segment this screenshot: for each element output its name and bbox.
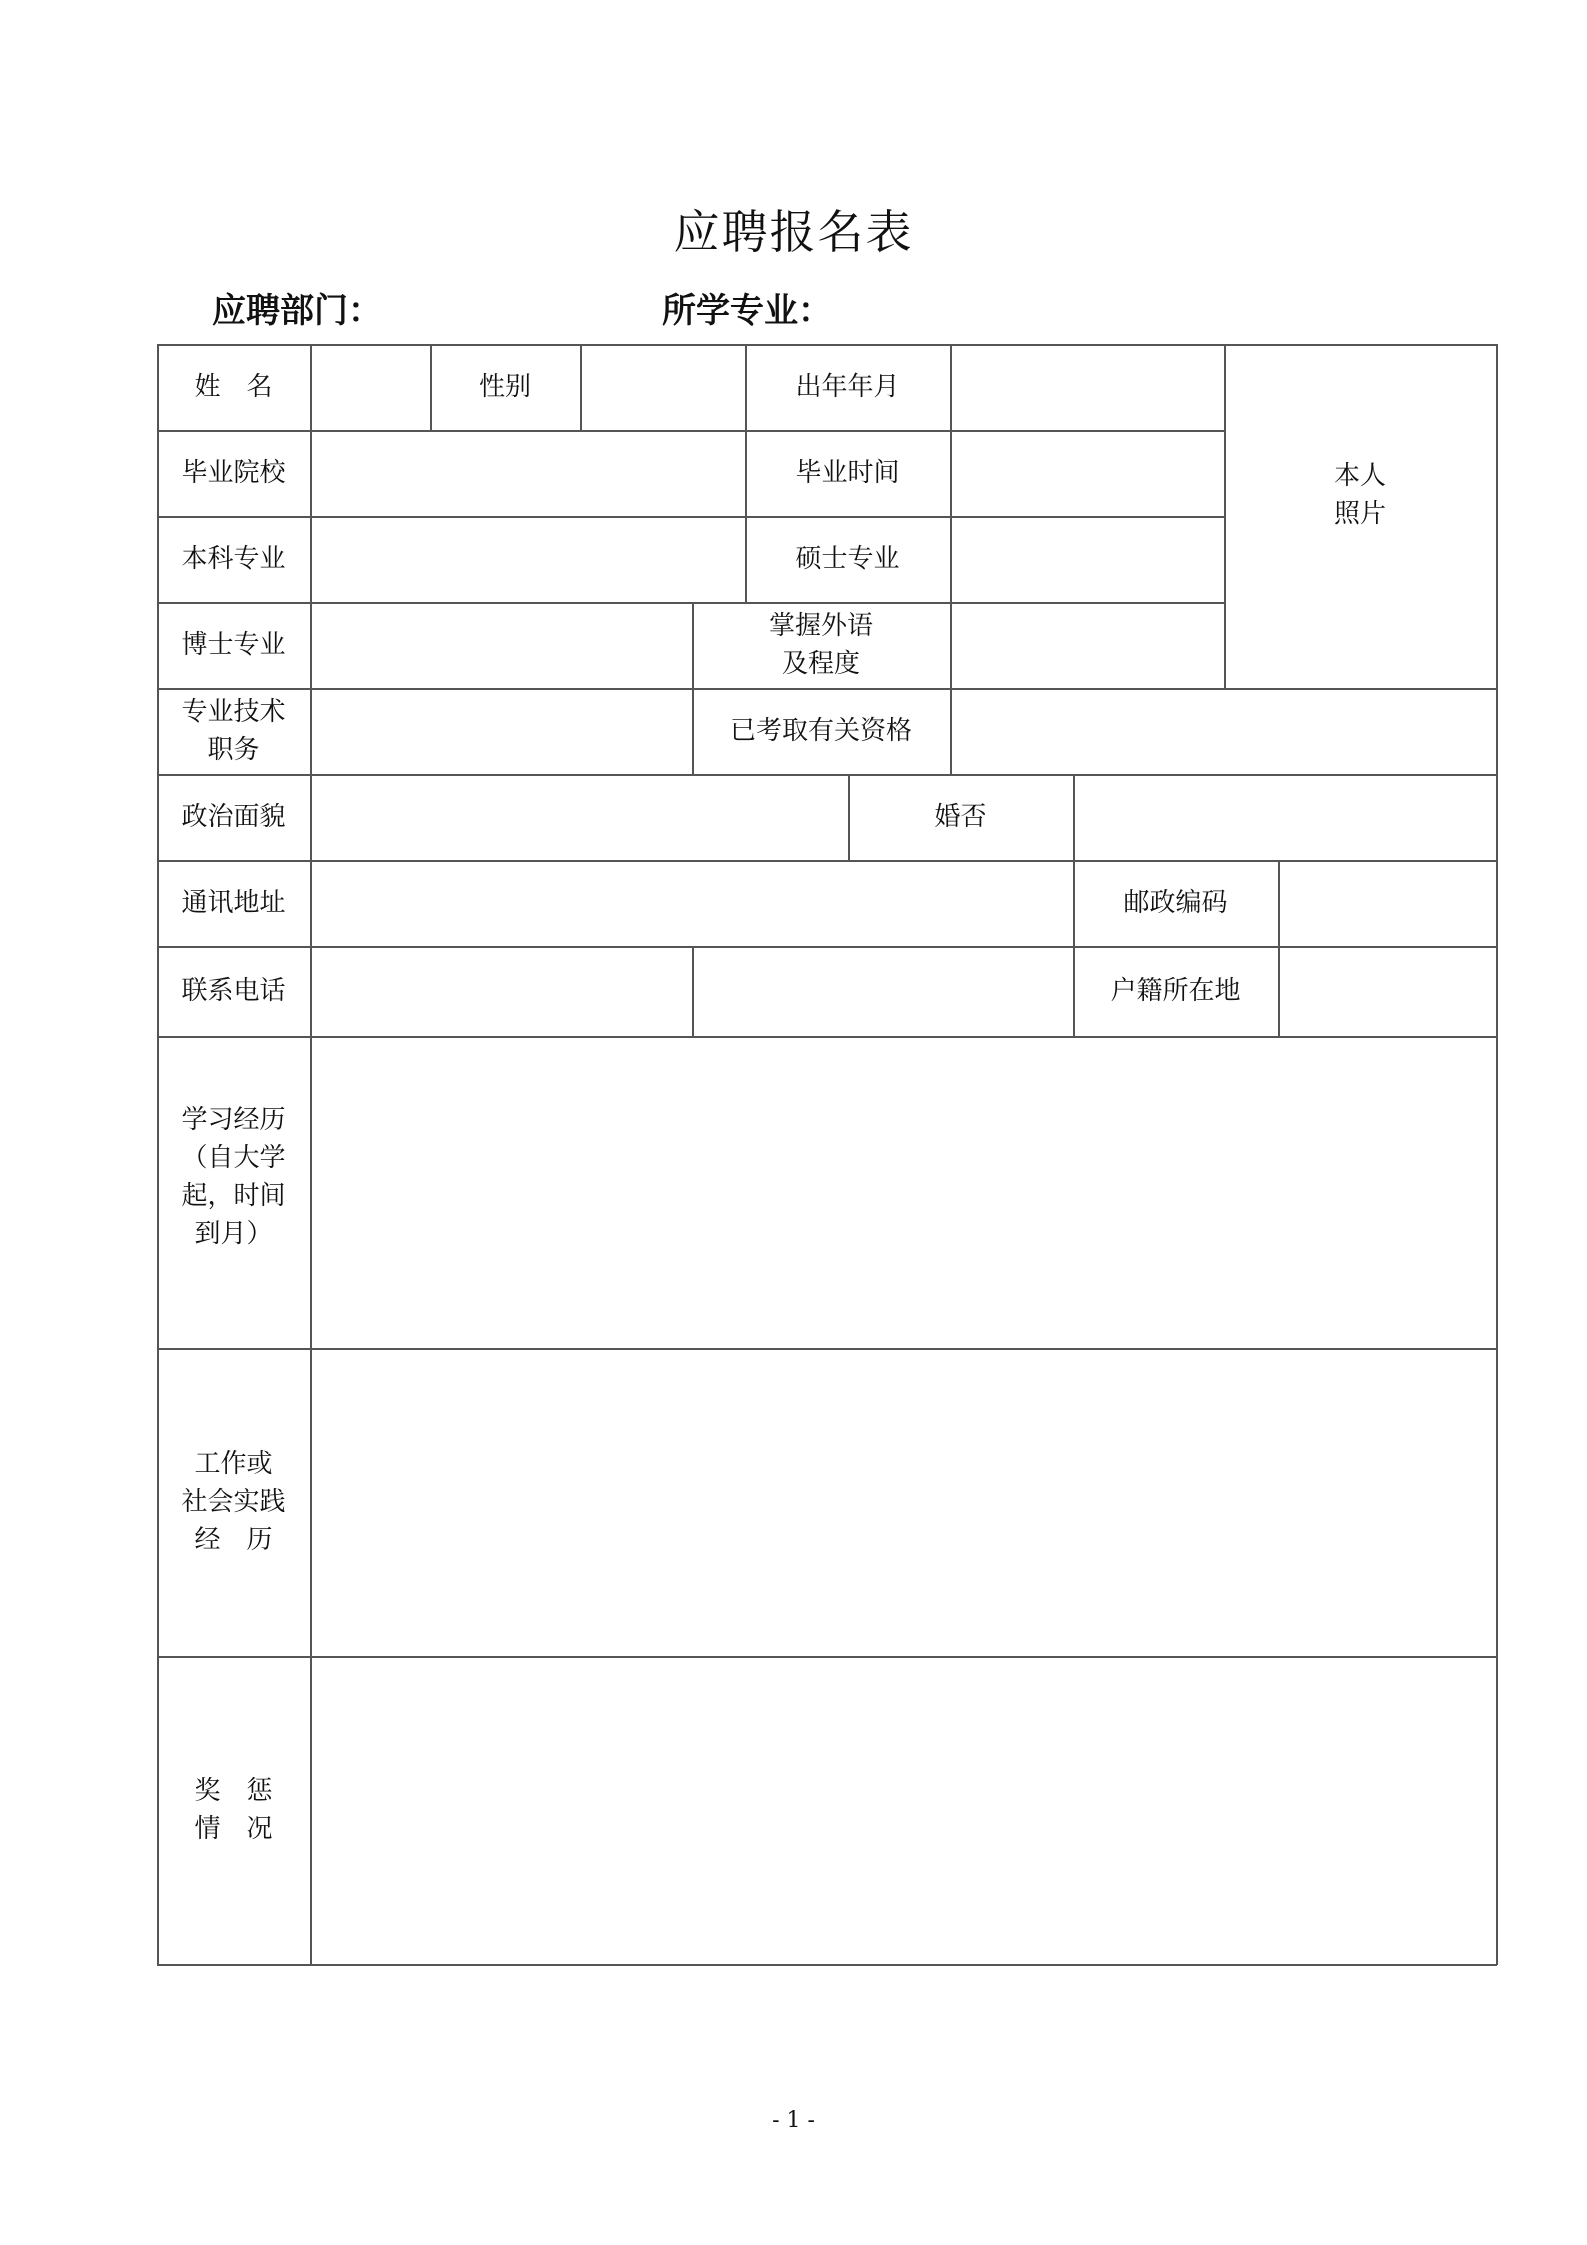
awards-penalties-field[interactable] [310, 1656, 1496, 1964]
education-history-field[interactable] [310, 1036, 1496, 1348]
professional-title-field[interactable] [310, 688, 692, 774]
graduation-time-field[interactable] [950, 430, 1224, 516]
phone-field-2[interactable] [692, 946, 1073, 1036]
household-registration-field[interactable] [1278, 946, 1496, 1036]
household-registration-label: 户籍所在地 [1110, 976, 1241, 1006]
phone-field-1[interactable] [310, 946, 692, 1036]
bachelor-major-field[interactable] [310, 516, 745, 602]
name-label: 姓 名 [194, 372, 273, 402]
professional-title-label: 专业技术 职务 [181, 697, 286, 765]
qualifications-field[interactable] [950, 688, 1496, 774]
address-field[interactable] [310, 860, 1073, 946]
apply-department-label-text: 应聘部门： [212, 291, 382, 331]
graduated-school-label: 毕业院校 [181, 458, 286, 488]
postcode-label: 邮政编码 [1123, 888, 1228, 918]
marital-status-field[interactable] [1073, 774, 1496, 860]
political-status-label: 政治面貌 [181, 802, 286, 832]
master-major-field[interactable] [950, 516, 1224, 602]
phd-major-label: 博士专业 [181, 630, 286, 660]
photo-box[interactable]: 本人 照片 [1333, 461, 1386, 529]
form-title: 应聘报名表 [673, 205, 914, 259]
table-border-bottom [157, 1964, 1497, 1966]
table-border-right [1496, 344, 1498, 1965]
work-experience-field[interactable] [310, 1348, 1496, 1656]
political-status-field[interactable] [310, 774, 848, 860]
foreign-language-label: 掌握外语 及程度 [768, 611, 873, 679]
name-field[interactable] [310, 344, 430, 430]
major-label-text: 所学专业： [662, 291, 832, 331]
phone-label: 联系电话 [181, 976, 286, 1006]
education-history-label: 学习经历 （自大学 起，时间 到月） [181, 1105, 286, 1249]
phd-major-field[interactable] [310, 602, 692, 688]
bachelor-major-label: 本科专业 [181, 544, 286, 574]
postcode-field[interactable] [1278, 860, 1496, 946]
birth-date-field[interactable] [950, 344, 1224, 430]
birth-date-label: 出年年月 [795, 372, 900, 402]
page-number: - 1 - [772, 2108, 815, 2133]
gender-field[interactable] [580, 344, 745, 430]
master-major-label: 硕士专业 [795, 544, 900, 574]
foreign-language-field[interactable] [950, 602, 1224, 688]
graduated-school-field[interactable] [310, 430, 745, 516]
qualifications-label: 已考取有关资格 [729, 716, 912, 746]
gender-label: 性别 [478, 372, 531, 402]
work-experience-label: 工作或 社会实践 经 历 [181, 1449, 286, 1555]
graduation-time-label: 毕业时间 [795, 458, 900, 488]
address-label: 通讯地址 [181, 888, 286, 918]
awards-penalties-label: 奖 惩 情 况 [194, 1776, 273, 1844]
marital-status-label: 婚否 [934, 802, 987, 832]
